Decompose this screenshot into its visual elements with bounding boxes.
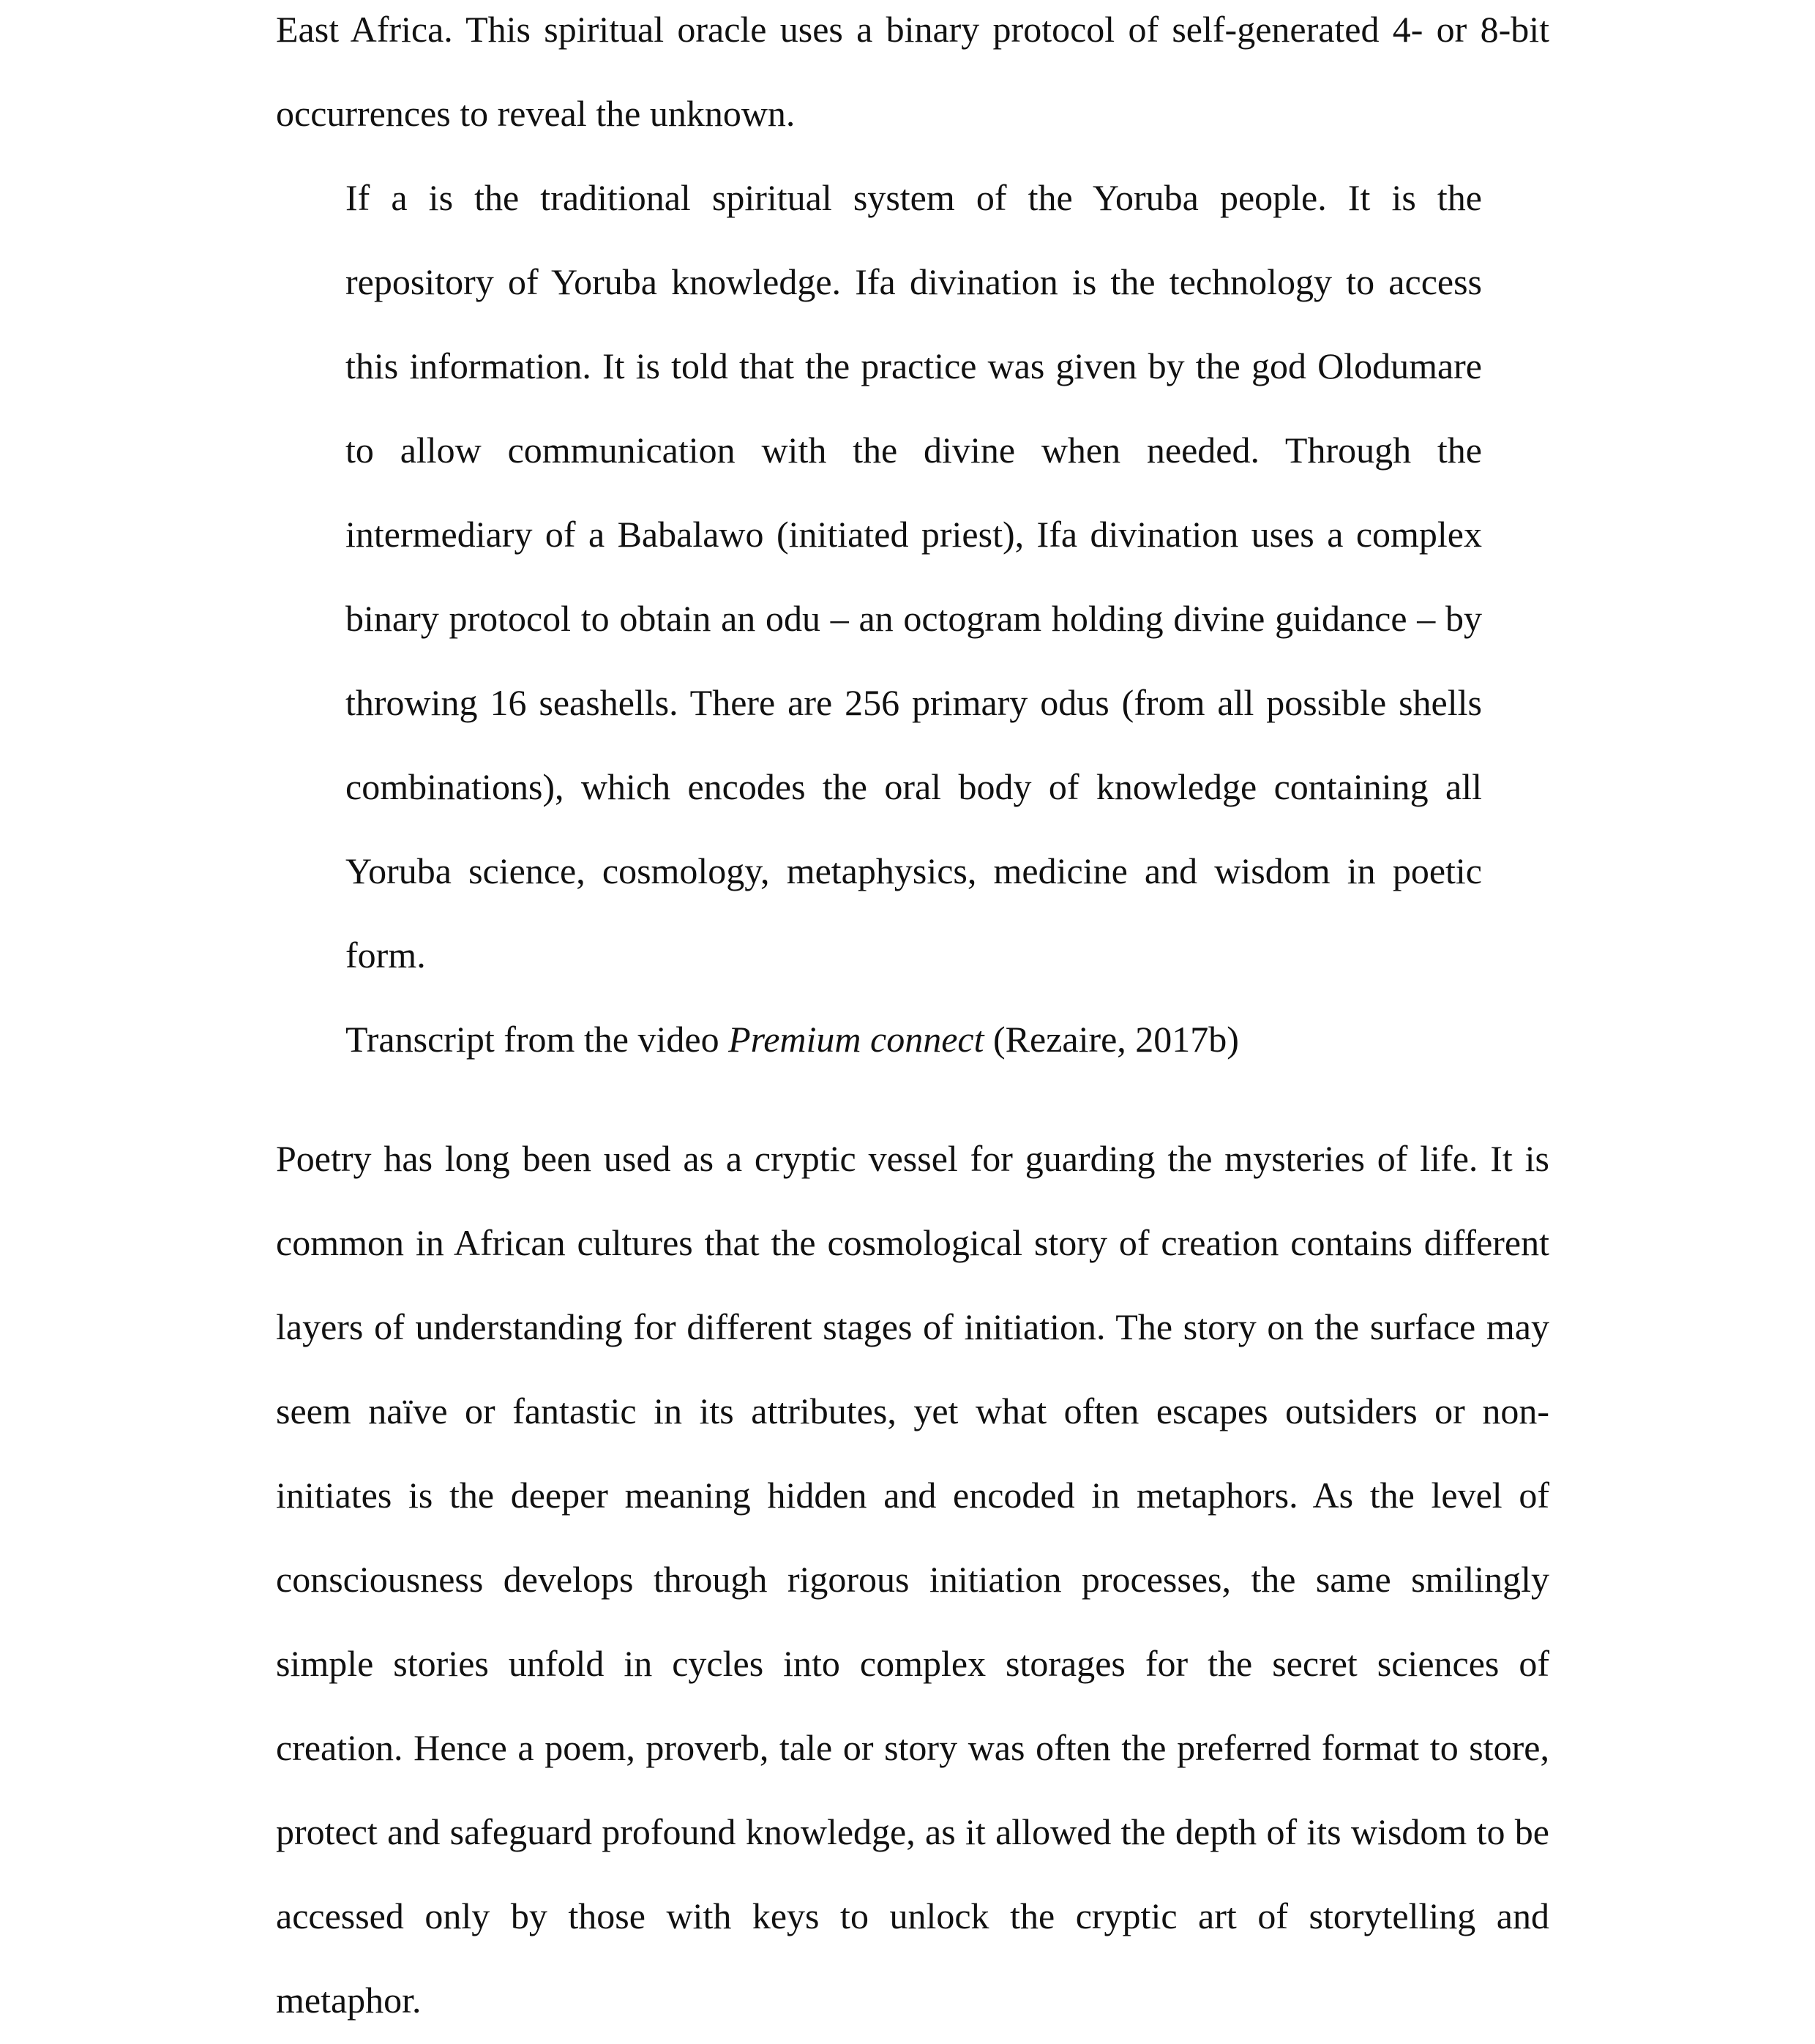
blockquote-line-9: Yoruba science, cosmology, metaphysics, medicine and wisdom in poetic bbox=[345, 850, 1482, 891]
paragraph-line-11: metaphor. bbox=[276, 1980, 422, 2021]
paragraph-line-1: Poetry has long been used as a cryptic vessel for guarding the mysteries of life. It is bbox=[276, 1138, 1549, 1179]
blockquote-line-7: throwing 16 seashells. There are 256 primary odus (from all possible shells bbox=[345, 682, 1482, 723]
blockquote-line-3: this information. It is told that the practice was given by the god Olodumare bbox=[345, 345, 1482, 386]
citation bbox=[345, 1017, 1239, 1061]
paragraph-line-6: consciousness develops through rigorous initiation processes, the same smilingly bbox=[276, 1559, 1549, 1600]
blockquote-line-4: to allow communication with the divine when needed. Through the bbox=[345, 430, 1482, 471]
citation-title: Premium connect bbox=[728, 1019, 984, 1060]
blockquote-line-2: repository of Yoruba knowledge. Ifa divination is the technology to access bbox=[345, 261, 1482, 302]
intro-line-1: East Africa. This spiritual oracle uses a binary protocol of self-generated 4- or 8-bit bbox=[276, 9, 1549, 50]
blockquote-line-10: form. bbox=[345, 935, 426, 976]
paragraph-line-8: creation. Hence a poem, proverb, tale or story was often the preferred format to store, bbox=[276, 1727, 1549, 1768]
blockquote-line-8: combinations), which encodes the oral body of knowledge containing all bbox=[345, 766, 1482, 807]
paragraph-line-4: seem naïve or fantastic in its attributes, yet what often escapes outsiders or non- bbox=[276, 1390, 1549, 1431]
blockquote-line-1: If a is the traditional spiritual system of the Yoruba people. It is the bbox=[345, 177, 1482, 218]
paragraph-line-5: initiates is the deeper meaning hidden and encoded in metaphors. As the level of bbox=[276, 1475, 1549, 1516]
citation-suffix: (Rezaire, 2017b) bbox=[984, 1019, 1239, 1060]
blockquote-line-6: binary protocol to obtain an odu – an octogram holding divine guidance – by bbox=[345, 598, 1482, 639]
citation-prefix: Transcript from the video bbox=[345, 1019, 729, 1060]
paragraph-line-9: protect and safeguard profound knowledge, as it allowed the depth of its wisdom to be bbox=[276, 1811, 1549, 1852]
intro-line-2: occurrences to reveal the unknown. bbox=[276, 93, 796, 134]
blockquote-line-5: intermediary of a Babalawo (initiated priest), Ifa divination uses a complex bbox=[345, 514, 1482, 555]
paragraph-line-10: accessed only by those with keys to unlock the cryptic art of storytelling and bbox=[276, 1895, 1549, 1936]
paragraph-line-7: simple stories unfold in cycles into complex storages for the secret sciences of bbox=[276, 1643, 1549, 1684]
paragraph-line-2: common in African cultures that the cosmological story of creation contains different bbox=[276, 1222, 1549, 1263]
paragraph-line-3: layers of understanding for different stages of initiation. The story on the surface may bbox=[276, 1306, 1549, 1347]
